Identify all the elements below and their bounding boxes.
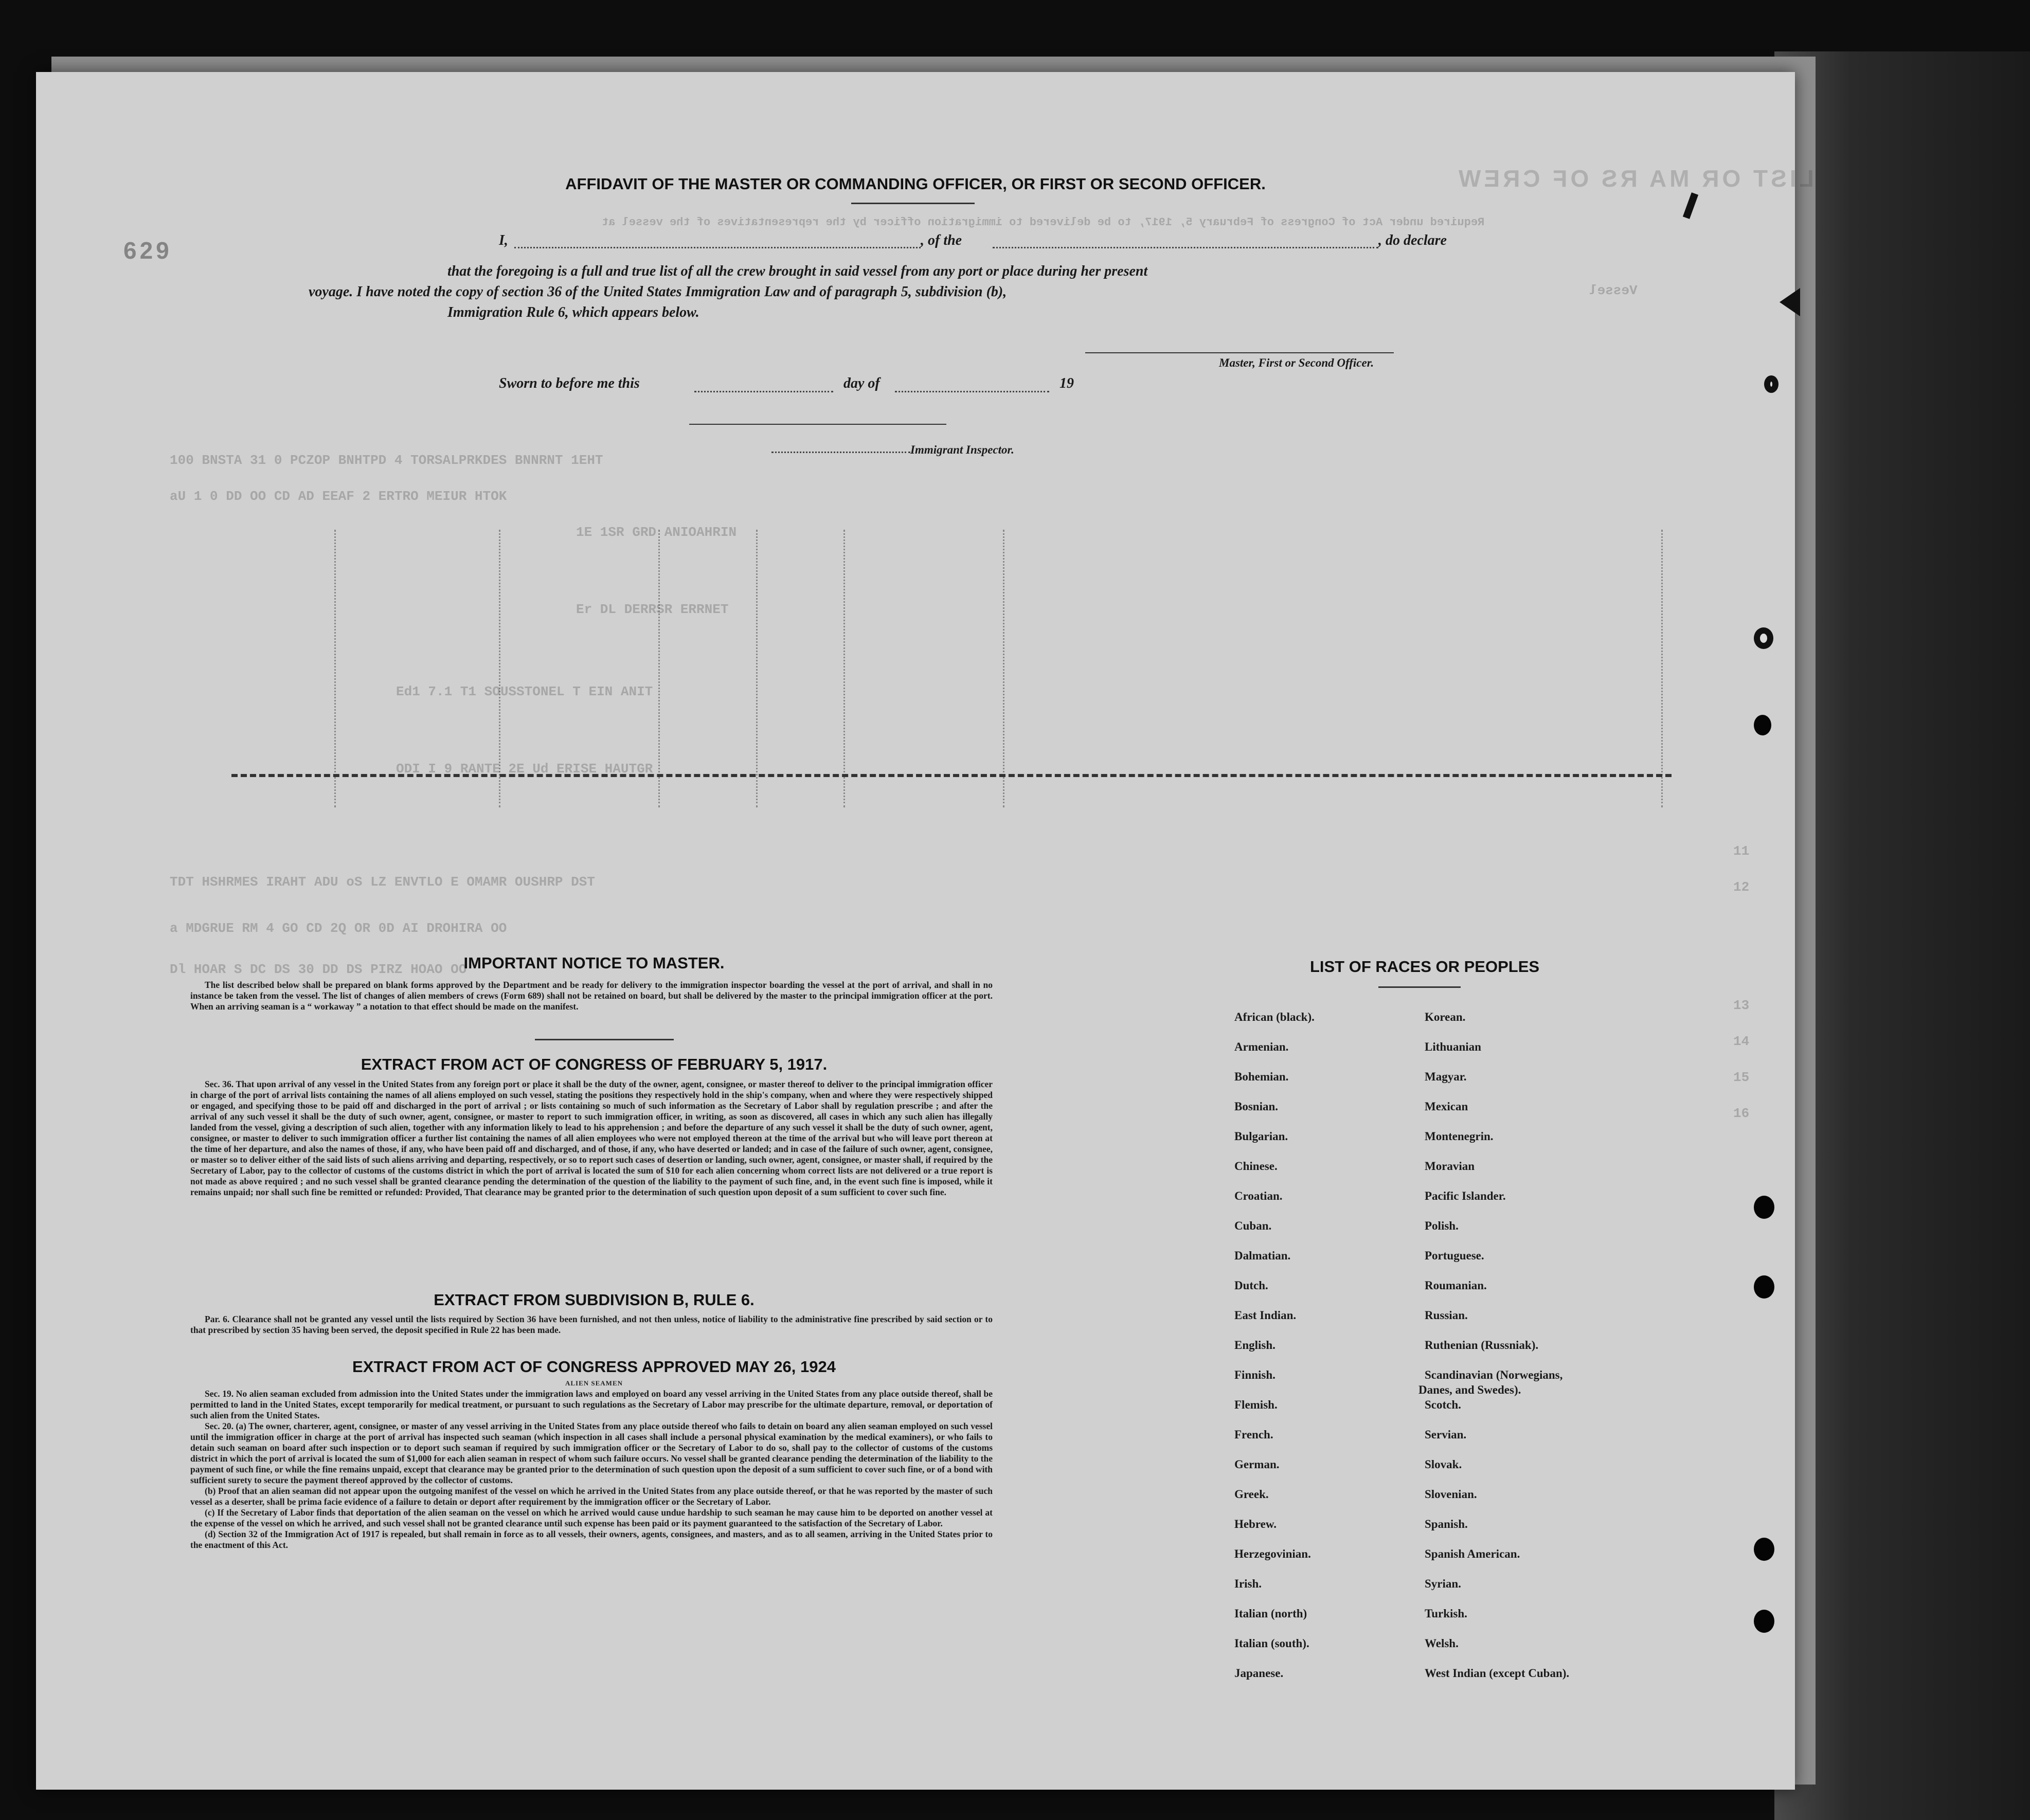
- of-the-label: , of the: [921, 232, 962, 248]
- ghost-column-line: [658, 530, 660, 807]
- extract-1924-text: [190, 1389, 993, 1551]
- race-item-right: Roumanian.: [1425, 1279, 1487, 1292]
- inspector-signature-line-upper[interactable]: [689, 424, 946, 425]
- do-declare-label: , do declare: [1378, 232, 1447, 248]
- race-item-left: Japanese.: [1234, 1667, 1284, 1680]
- ghost-row-number: 12: [1733, 879, 1750, 895]
- extract-rule6-title: EXTRACT FROM SUBDIVISION B, RULE 6.: [434, 1291, 754, 1309]
- binder-hole: [1754, 1275, 1774, 1299]
- extract-rule6-text: [190, 1314, 993, 1336]
- race-item-left: Italian (north): [1234, 1607, 1307, 1620]
- ghost-row-number: 11: [1733, 843, 1750, 859]
- master-signature-line[interactable]: [1085, 352, 1394, 353]
- race-item-left: African (black).: [1234, 1011, 1315, 1023]
- race-item-right: Magyar.: [1425, 1070, 1467, 1083]
- race-item-right: Slovenian.: [1425, 1488, 1477, 1501]
- race-item-left: Hebrew.: [1234, 1518, 1277, 1530]
- paper-tear-mark: [1780, 288, 1800, 316]
- extract-1917-text: [190, 1079, 993, 1198]
- inspector-label: Immigrant Inspector.: [910, 443, 1014, 456]
- race-item-right: Slovak.: [1425, 1458, 1462, 1471]
- binder-hole: [1754, 1196, 1774, 1219]
- extract-1917-title: EXTRACT FROM ACT OF CONGRESS OF FEBRUARY 5, 1917.: [361, 1055, 828, 1073]
- sworn-label: Sworn to before me this: [499, 375, 640, 391]
- race-item-right: Syrian.: [1425, 1577, 1461, 1590]
- ghost-table-row: Er DL DERRSR ERRNET: [576, 602, 729, 617]
- ghost-table-row: a MDGRUE RM 4 GO CD 2Q OR 0D AI DROHIRA OO: [170, 921, 507, 936]
- affidavit-text-line3: voyage. I have noted the copy of section 36 of the United States Immigration Law and of paragraph 5, subdivision (b),: [309, 284, 1007, 300]
- race-item-right: Pacific Islander.: [1425, 1190, 1506, 1202]
- races-title-underline: [1378, 986, 1461, 988]
- race-item-right: West Indian (except Cuban).: [1425, 1667, 1570, 1680]
- race-item-left: Cuban.: [1234, 1219, 1272, 1232]
- section-20c-paragraph: (c) If the Secretary of Labor finds that deportation of the alien seaman on the vessel on which he arrived would cause undue hardship to such seaman he may cause him to be deported on another vessel at the expense of the vessel on which he arrived, and such vessel shall not be granted clearance until such expense has been paid or its payment guaranteed to the satisfaction of the Secretary of Labor.: [190, 1507, 993, 1528]
- section-19-paragraph: Sec. 19. No alien seaman excluded from admission into the United States under the immigration laws and employed on board any vessel arriving in the United States from any place outside thereof, shall be permitted to land in the United States, except temporarily for medical treatment, or pursuant to such regulations as the Secretary of Labor may prescribe for the ultimate departure, removal, or deportation of such alien from the United States.: [190, 1389, 993, 1420]
- ghost-column-line: [1003, 530, 1004, 807]
- dashed-divider: [231, 774, 1672, 777]
- race-item-right: Portuguese.: [1425, 1249, 1484, 1262]
- section-36-paragraph: Sec. 36. That upon arrival of any vessel in the United States from any foreign port or place it shall be the duty of the owner, agent, consignee, or master thereof to deliver to the principal immigration officer in charge of the port of arrival lists containing the names of all aliens employed on such vessel, stating the positions they respectively hold in the ship's company, when and where they were respectively shipped or engaged, and specifying those to be paid off and discharged in the port of arrival ; or lists containing so much of such information as the Secretary of Labor shall by regulation prescribe ; and after the arrival of any such vessel it shall be the duty of such owner, agent, consignee, or master to report to such immigration officer, in writing, as soon as discovered, all cases in which any such alien has illegally landed from the vessel, giving a description of such alien, together with any information likely to lead to his apprehension ; and before the departure of any such vessel it shall be the duty of such owner, agent, consignee, or master to deliver to such immigration officer a further list containing the names of all alien employees who were not employed thereon at the time of the arrival but who will leave port thereon at the time of her departure, and also the names of those, if any, who have been paid off and discharged, and of those, if any, who have deserted or landed; and in case of the failure of such owner, agent, consignee, or master so to deliver either of the said lists of such aliens arriving and departing, respectively, or so to report such cases of desertion or landing, such owner, agent, consignee, or master shall, if required by the Secretary of Labor, pay to the collector of customs of the customs district in which the port of arrival is located the sum of $10 for each alien concerning whom correct lists are not delivered or a true report is not made as above required ; and no such vessel shall be granted clearance pending the determination of the question of the liability to the payment of such fine, and, in the event such fine is imposed, while it remains unpaid; nor shall such fine be remitted or refunded: Provided, That clearance may be granted prior to the determination of such question upon deposit of a sum sufficient to cover such fine.: [190, 1079, 993, 1197]
- inspector-signature-line[interactable]: [771, 452, 910, 453]
- ghost-table-row: TDT HSHRMES IRAHT ADU oS LZ ENVTLO E OMAMR OUSHRP DST: [170, 874, 595, 890]
- race-item-left: English.: [1234, 1339, 1276, 1352]
- binder-hole: [1754, 627, 1773, 649]
- ghost-column-line: [756, 530, 758, 807]
- notice-text: [190, 980, 993, 1012]
- race-item-right: Spanish.: [1425, 1518, 1468, 1530]
- race-item-right: Spanish American.: [1425, 1547, 1520, 1560]
- race-item-left: Croatian.: [1234, 1190, 1283, 1202]
- ghost-table-row: Ed1 7.1 T1 SOUSSTONEL T EIN ANIT: [396, 684, 653, 699]
- race-item-left: Dalmatian.: [1234, 1249, 1291, 1262]
- race-item-right: Mexican: [1425, 1100, 1468, 1113]
- paragraph-6: Par. 6. Clearance shall not be granted any vessel until the lists required by Section 36 have been furnished, and not then unless, notice of liability to the administrative fine prescribed by said section or to that prescribed by section 35 having been served, the deposit specified in Rule 22 has been made.: [190, 1314, 993, 1335]
- ghost-table-row: ODI I 9 RANTE 2E Ud ERISE HAUTGR: [396, 761, 653, 777]
- race-item-left: Finnish.: [1234, 1368, 1276, 1381]
- ghost-row-number: 16: [1733, 1106, 1750, 1121]
- sworn-day-field[interactable]: [694, 391, 833, 392]
- race-scandinavian-continued: Danes, and Swedes).: [1418, 1383, 1521, 1396]
- binder-hole: [1754, 715, 1771, 735]
- race-item-right: Polish.: [1425, 1219, 1459, 1232]
- ghost-row-number: 14: [1733, 1034, 1750, 1049]
- race-item-left: Greek.: [1234, 1488, 1269, 1501]
- sworn-month-field[interactable]: [895, 391, 1049, 392]
- race-item-left: Flemish.: [1234, 1398, 1278, 1411]
- day-of-label: day of: [843, 375, 880, 391]
- margin-number: 629: [123, 237, 172, 264]
- section-20b-paragraph: (b) Proof that an alien seaman did not appear upon the outgoing manifest of the vessel on which he arrived in the United States from any place outside thereof, or that he was reported by the master of such vessel as a deserter, shall be prima facie evidence of a failure to detain or deport after requirement by the immigration officer or the Secretary of Labor.: [190, 1486, 993, 1507]
- binder-hole: [1754, 1610, 1774, 1633]
- manifest-page: [36, 72, 1814, 1790]
- race-item-right: Servian.: [1425, 1428, 1467, 1441]
- notice-paragraph: The list described below shall be prepared on blank forms approved by the Department and be ready for delivery to the immigration inspector boarding the vessel at the port of arrival, and shall in no instance be taken from the vessel. The list of changes of alien members of crews (Form 689) shall not be retained on board, but shall be delivered by the master to the principal immigration officer at the port. When an arriving seaman is a “ workaway ” a notation to that effect should be made on the manifest.: [190, 980, 993, 1012]
- year-prefix: 19: [1059, 375, 1074, 391]
- race-item-right: Welsh.: [1425, 1637, 1459, 1650]
- race-item-right: Korean.: [1425, 1011, 1466, 1023]
- alien-seamen-subtitle: ALIEN SEAMEN: [565, 1379, 623, 1387]
- master-signature-label: Master, First or Second Officer.: [1219, 356, 1374, 369]
- race-item-left: East Indian.: [1234, 1309, 1297, 1322]
- ghost-table-row: 1E 1SR GRD ANIOAHRIN: [576, 525, 737, 540]
- race-item-left: Armenian.: [1234, 1040, 1289, 1053]
- section-20d-paragraph: (d) Section 32 of the Immigration Act of 1917 is repealed, but shall remain in force as to all vessels, their owners, agents, consignees, and masters, and as to all seamen, arriving in the United States prior to the enactment of this Act.: [190, 1529, 993, 1550]
- race-item-left: Dutch.: [1234, 1279, 1268, 1292]
- title-underline: [851, 203, 975, 204]
- paper-tear-mark: [1683, 192, 1698, 219]
- affidavit-text-line2: that the foregoing is a full and true list of all the crew brought in said vessel from any port or place during her present: [447, 263, 1148, 279]
- race-item-left: French.: [1234, 1428, 1273, 1441]
- race-item-right: Ruthenian (Russniak).: [1425, 1339, 1539, 1352]
- vessel-name-field[interactable]: [993, 247, 1378, 248]
- race-item-right: Moravian: [1425, 1160, 1475, 1173]
- section-20a-paragraph: Sec. 20. (a) The owner, charterer, agent, consignee, or master of any vessel arriving in the United States from any place outside thereof who fails to detain on board any alien seaman employed on such vessel until the immigration officer in charge at the port of arrival has inspected such seaman (which inspection in all cases shall include a personal physical examination by the medical examiners), or who fails to detain such seaman on board after such inspection or to deport such seaman if required by such immigration officer or the Secretary of Labor to do so, shall pay to the collector of customs of the customs district in which the port of arrival is located the sum of $1,000 for each alien seaman in respect of whom such failure occurs. No vessel shall be granted clearance pending the determination of the liability to the payment of such fine, or while the fine remains unpaid, except that clearance may be granted prior to the determination of such question upon the deposit of a sum sufficient to cover such fine, or of a bond with sufficient surety to secure the payment thereof approved by the collector of customs.: [190, 1421, 993, 1485]
- ghost-table-row: aU 1 0 DD OO CD AD EEAF 2 ERTRO MEIUR HTOK: [170, 489, 507, 504]
- races-title: LIST OF RACES OR PEOPLES: [1309, 958, 1540, 976]
- race-item-left: Chinese.: [1234, 1160, 1278, 1173]
- binder-hole: [1754, 1538, 1774, 1561]
- ghost-column-line: [499, 530, 500, 807]
- ghost-column-line: [334, 530, 336, 807]
- binder-hole: [1764, 375, 1779, 393]
- ghost-table-row: 100 BNSTA 31 0 PCZOP BNHTPD 4 TORSALPRKDES BNNRNT 1EHT: [170, 453, 603, 468]
- ghost-row-number: 13: [1733, 998, 1750, 1013]
- section-divider: [535, 1039, 674, 1040]
- race-item-right: Scandinavian (Norwegians,: [1425, 1368, 1563, 1381]
- extract-1924-title: EXTRACT FROM ACT OF CONGRESS APPROVED MAY 26, 1924: [352, 1358, 836, 1376]
- notice-title: IMPORTANT NOTICE TO MASTER.: [463, 954, 725, 972]
- race-item-left: Bulgarian.: [1234, 1130, 1288, 1143]
- affidavit-text-line4: Immigration Rule 6, which appears below.: [447, 304, 699, 320]
- ghost-column-line: [1661, 530, 1663, 807]
- race-item-left: Italian (south).: [1234, 1637, 1309, 1650]
- ghost-column-line: [843, 530, 845, 807]
- race-item-left: Herzegovinian.: [1234, 1547, 1311, 1560]
- race-item-right: Scotch.: [1425, 1398, 1461, 1411]
- bleed-through-header: LIST OR MA RS OF CREW: [1456, 165, 1814, 192]
- affidavit-i-label: I,: [499, 232, 508, 248]
- race-item-left: Bosnian.: [1234, 1100, 1279, 1113]
- bleed-through-vessel-label: Vessel: [1589, 283, 1638, 298]
- ghost-row-number: 15: [1733, 1070, 1750, 1085]
- race-item-right: Turkish.: [1425, 1607, 1467, 1620]
- affidavit-title: AFFIDAVIT OF THE MASTER OR COMMANDING OFFICER, OR FIRST OR SECOND OFFICER.: [565, 175, 1266, 193]
- ghost-table-row: Dl HOAR S DC DS 30 DD DS PIRZ HOAO OO: [170, 962, 467, 977]
- race-item-left: Irish.: [1234, 1577, 1262, 1590]
- race-item-right: Russian.: [1425, 1309, 1468, 1322]
- race-item-left: German.: [1234, 1458, 1280, 1471]
- race-item-left: Bohemian.: [1234, 1070, 1289, 1083]
- bleed-through-subheader: Required under Act of Congress of February 5, 1917, to be delivered to immigration officer by the representatives of the vessel at: [602, 216, 1485, 229]
- race-item-right: Montenegrin.: [1425, 1130, 1494, 1143]
- race-item-right: Lithuanian: [1425, 1040, 1481, 1053]
- declarant-name-field[interactable]: [514, 247, 921, 248]
